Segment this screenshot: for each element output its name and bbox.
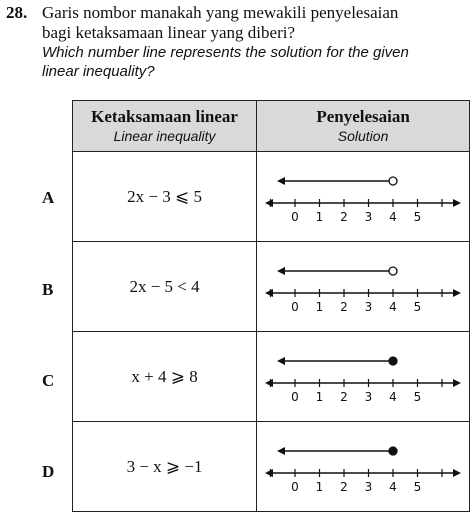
axis-arrow-left	[265, 289, 273, 297]
tick-label: 5	[413, 299, 422, 314]
tick-label: 0	[291, 209, 299, 224]
inequality-a: 2x − 3 ⩽ 5	[73, 152, 257, 242]
option-label-b: B	[42, 280, 54, 299]
tick-label: 1	[315, 479, 324, 494]
open-circle-marker	[389, 177, 397, 185]
header-inequality-en: Linear inequality	[113, 128, 216, 144]
tick-label: 5	[413, 479, 422, 494]
table-row	[73, 152, 470, 242]
table-row	[73, 422, 470, 512]
solution-b	[257, 242, 470, 332]
tick-label: 0	[291, 299, 299, 314]
question-line-1-en: Which number line represents the solution for the given	[42, 44, 409, 61]
inequality-d: 3 − x ⩾ −1	[73, 422, 257, 512]
table-row	[73, 332, 470, 422]
tick-label: 5	[413, 389, 422, 404]
solution-arrow	[277, 357, 285, 365]
question-line-2-en: linear inequality?	[42, 63, 155, 80]
number-line-c	[263, 347, 463, 407]
tick-label: 4	[389, 299, 397, 314]
inequality-c: x + 4 ⩾ 8	[73, 332, 257, 422]
axis-arrow-left	[265, 199, 273, 207]
tick-label: 3	[364, 209, 373, 224]
question-number: 28.	[6, 3, 28, 22]
tick-label: 1	[315, 389, 324, 404]
tick-label: 3	[364, 389, 373, 404]
axis-arrow-left	[265, 469, 273, 477]
question-line-1-ms: Garis nombor manakah yang mewakili penyelesaian	[42, 3, 399, 22]
header-solution	[257, 101, 470, 152]
tick-label: 4	[389, 209, 397, 224]
header-solution-en: Solution	[337, 128, 389, 144]
option-label-a: A	[42, 188, 55, 207]
tick-label: 2	[340, 389, 348, 404]
question-line-2-ms: bagi ketaksamaan linear yang diberi?	[42, 23, 295, 42]
axis-arrow-right	[453, 289, 461, 297]
tick-label: 4	[389, 479, 397, 494]
axis-arrow-right	[453, 469, 461, 477]
axis-arrow-right	[453, 379, 461, 387]
axis-arrow-left	[265, 379, 273, 387]
number-line-d	[263, 437, 463, 497]
axis-arrow-right	[453, 199, 461, 207]
question-text	[42, 3, 472, 81]
inequality-b: 2x − 5 < 4	[73, 242, 257, 332]
header-inequality-ms: Ketaksamaan linear	[91, 107, 238, 126]
closed-circle-marker	[389, 447, 397, 455]
table-header-row	[73, 101, 470, 152]
solution-arrow	[277, 447, 285, 455]
tick-label: 5	[413, 209, 422, 224]
options-table	[72, 100, 470, 512]
tick-label: 1	[315, 209, 324, 224]
tick-label: 0	[291, 479, 299, 494]
solution-d	[257, 422, 470, 512]
solution-arrow	[277, 267, 285, 275]
table-row	[73, 242, 470, 332]
header-solution-ms: Penyelesaian	[316, 107, 410, 126]
tick-label: 2	[340, 479, 348, 494]
tick-label: 2	[340, 209, 348, 224]
option-label-d: D	[42, 462, 55, 481]
solution-a	[257, 152, 470, 242]
header-inequality	[73, 101, 257, 152]
tick-label: 3	[364, 299, 373, 314]
tick-label: 0	[291, 389, 299, 404]
number-line-b	[263, 257, 463, 317]
number-line-a	[263, 167, 463, 227]
tick-label: 2	[340, 299, 348, 314]
tick-label: 4	[389, 389, 397, 404]
solution-c	[257, 332, 470, 422]
closed-circle-marker	[389, 357, 397, 365]
option-label-c: C	[42, 371, 55, 390]
open-circle-marker	[389, 267, 397, 275]
tick-label: 3	[364, 479, 373, 494]
solution-arrow	[277, 177, 285, 185]
tick-label: 1	[315, 299, 324, 314]
